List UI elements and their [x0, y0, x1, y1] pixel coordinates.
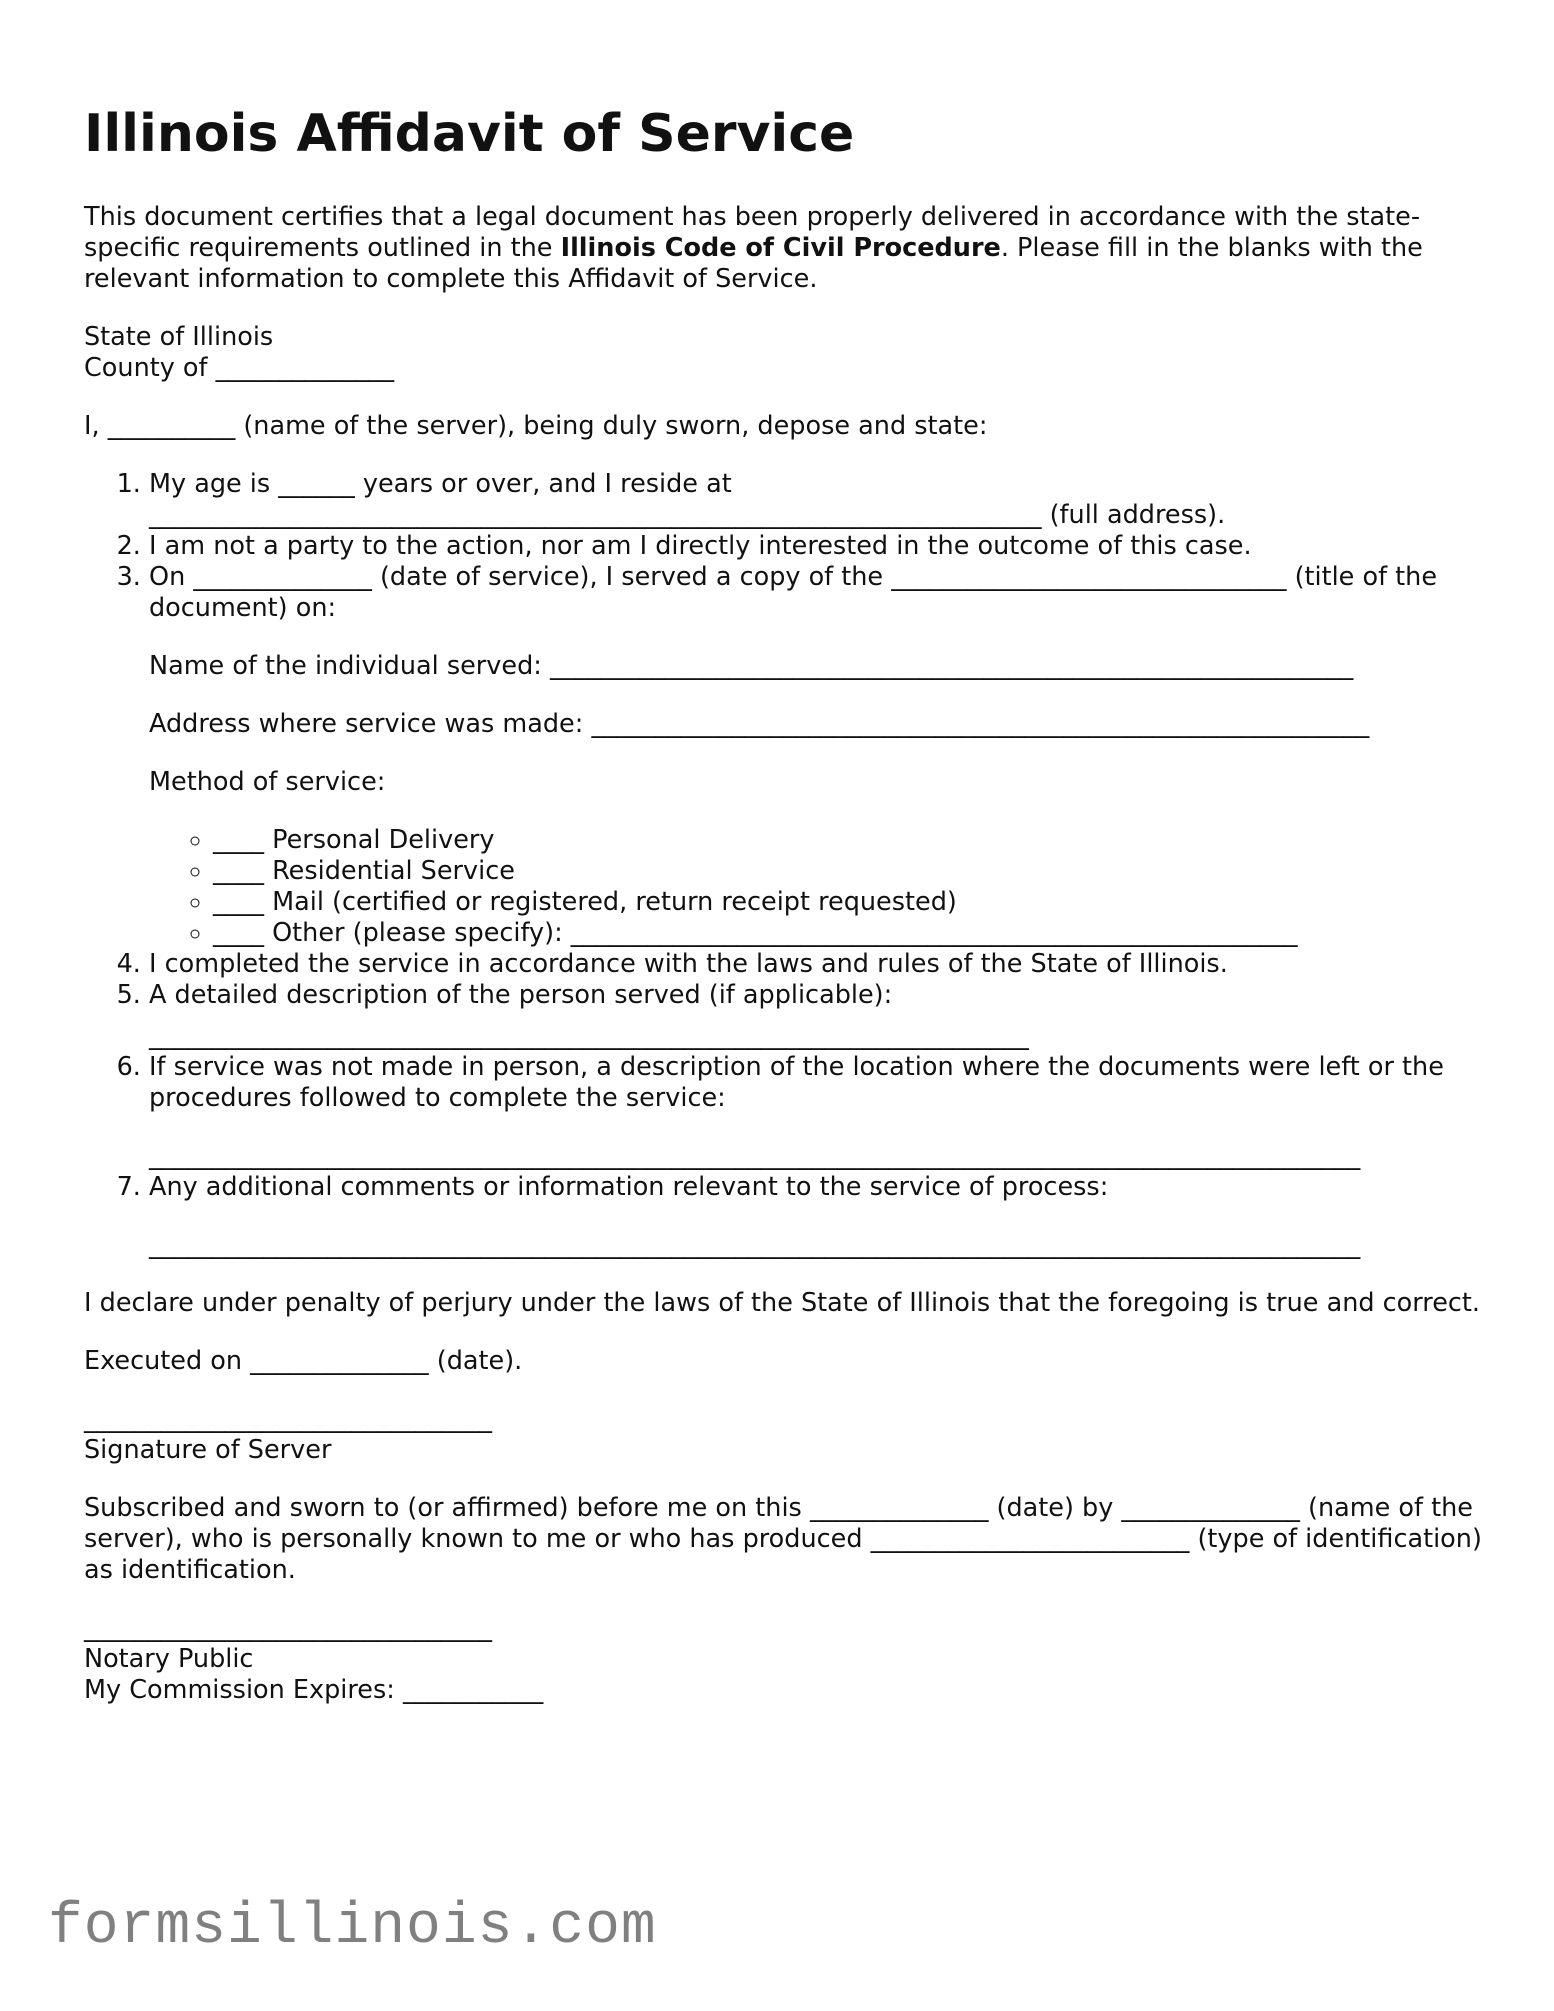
venue-county: County of ______________	[84, 353, 395, 383]
location-description-blank: _______________________________________________________________________________________________	[149, 1141, 1361, 1171]
notary-signature-line: ________________________________	[84, 1613, 492, 1643]
venue-state: State of Illinois	[84, 322, 274, 352]
list-item-person-description	[149, 980, 1484, 1052]
method-residential-service: ◦ ____ Residential Service	[213, 856, 1484, 887]
list-item-not-party: 2. I am not a party to the action, nor am I directly interested in the outcome of this case.	[149, 531, 1484, 562]
additional-comments-blank: _______________________________________________________________________________________________	[149, 1230, 1361, 1260]
intro-text-start: This document certifies that a legal document has been properly delivered in accordance with the state-specific requirements outlined in the	[84, 202, 1421, 263]
list-item-age-residence	[149, 469, 1484, 531]
server-signature-line: ________________________________	[84, 1404, 492, 1434]
intro-paragraph	[84, 202, 1484, 295]
service-date-title-text: On ______________ (date of service), I served a copy of the _______________________________ (title of the document) on:	[149, 562, 1438, 623]
person-description-blank: _____________________________________________________________________	[149, 1021, 1029, 1051]
document-title: Illinois Affidavit of Service	[84, 104, 855, 164]
age-residence-text: 1. My age is ______ years or over, and I reside at	[149, 469, 732, 499]
oath-statement: I, __________ (name of the server), being duly sworn, depose and state:	[84, 411, 988, 441]
venue-block	[84, 322, 1484, 384]
subscribed-sworn-paragraph: Subscribed and sworn to (or affirmed) before me on this ______________ (date) by ______________ (name of the server), who is personally known to me or who has produced _________________________ (type of identification) as identification.	[84, 1493, 1482, 1585]
perjury-declaration: I declare under penalty of perjury under the laws of the State of Illinois that the foregoing is true and correct.	[84, 1288, 1481, 1318]
method-personal-delivery: ◦ ____ Personal Delivery	[213, 825, 1484, 856]
method-other: ◦ ____ Other (please specify): _________________________________________________________	[213, 918, 1484, 949]
location-description-text: If service was not made in person, a description of the location where the documents were left or the procedures followed to complete the service:	[149, 1052, 1444, 1113]
individual-served-blank: Name of the individual served: _______________________________________________________________	[149, 651, 1354, 681]
list-item-additional-comments	[149, 1172, 1484, 1261]
method-of-service-label: Method of service:	[149, 767, 386, 797]
intro-bold-code: Illinois Code of Civil Procedure	[560, 233, 1001, 263]
server-signature-block	[84, 1404, 1484, 1466]
commission-expires: My Commission Expires: ___________	[84, 1675, 544, 1705]
site-watermark: formsillinois.com	[48, 1895, 657, 1960]
full-address-blank: ______________________________________________________________________ (full address).	[149, 500, 1226, 530]
notary-block	[84, 1613, 1484, 1706]
list-item-compliance: 4. I completed the service in accordance with the laws and rules of the State of Illinois.	[149, 949, 1484, 980]
list-item-service-details	[149, 562, 1484, 949]
method-mail: ◦ ____ Mail (certified or registered, return receipt requested)	[213, 887, 1484, 918]
statement-list	[84, 469, 1484, 1261]
person-description-text: A detailed description of the person served (if applicable):	[149, 980, 893, 1010]
document-page	[84, 98, 1484, 1733]
intro-text-end: . Please fill in the blanks with the relevant information to complete this Affidavit of Service.	[84, 233, 1423, 294]
notary-public-label: Notary Public	[84, 1644, 254, 1674]
list-item-location-description	[149, 1052, 1484, 1172]
additional-comments-text: Any additional comments or information relevant to the service of process:	[149, 1172, 1109, 1202]
server-signature-label: Signature of Server	[84, 1435, 332, 1465]
method-options-list	[149, 825, 1484, 949]
service-address-blank: Address where service was made: _____________________________________________________________	[149, 709, 1370, 739]
executed-date: Executed on ______________ (date).	[84, 1346, 523, 1376]
